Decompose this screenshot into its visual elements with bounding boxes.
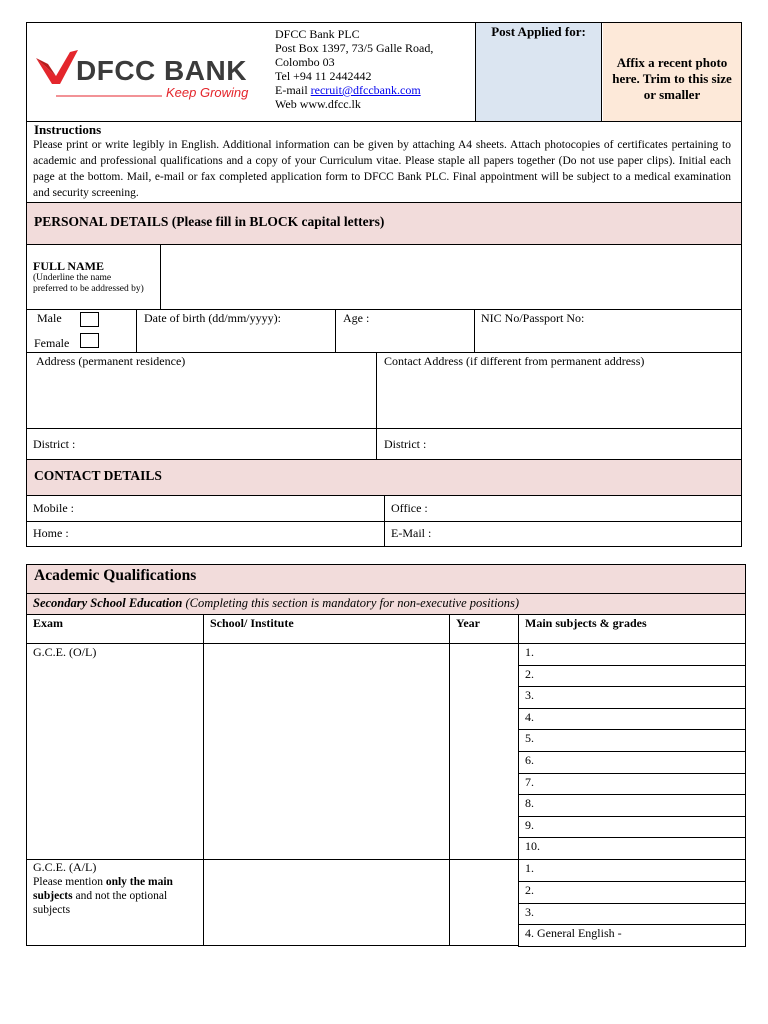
personal-details-header — [26, 202, 742, 245]
ol-subject-row[interactable] — [518, 665, 746, 688]
ol-subject-number: 5. — [525, 731, 534, 746]
contact-address-field[interactable] — [376, 352, 742, 429]
photo-instructions: Affix a recent photo here. Trim to this size or smaller — [612, 55, 732, 102]
office-field[interactable] — [384, 495, 742, 522]
permanent-address-label: Address (permanent residence) — [36, 354, 186, 368]
col-header-school — [203, 614, 450, 644]
brand-name: DFCC BANK — [76, 55, 247, 86]
ol-subject-number: 4. — [525, 709, 534, 724]
instructions-box — [26, 121, 742, 203]
secondary-school-header — [26, 593, 746, 615]
age-field[interactable] — [335, 309, 475, 353]
district-field-2[interactable] — [376, 428, 742, 460]
brand-tagline: Keep Growing — [166, 85, 249, 100]
gender-cell — [26, 309, 137, 353]
ol-subject-row[interactable] — [518, 729, 746, 752]
al-subject-number: 2. — [525, 882, 534, 897]
al-subject-number: 1. — [525, 861, 534, 875]
female-label: Female — [34, 336, 70, 350]
al-note-b: only the main subjects — [33, 876, 173, 902]
ol-subject-row[interactable] — [518, 773, 746, 796]
ol-subject-row[interactable] — [518, 643, 746, 666]
home-label: Home : — [33, 526, 69, 540]
ol-subject-number: 7. — [525, 774, 534, 789]
ol-exam-cell — [26, 643, 204, 860]
full-name-label: FULL NAME — [33, 259, 105, 273]
full-name-note-1: (Underline the name — [33, 273, 112, 283]
contact-details-heading: CONTACT DETAILS — [34, 468, 162, 483]
district-label-1: District : — [33, 437, 76, 451]
ol-subject-number: 6. — [525, 753, 534, 767]
telephone: Tel +94 11 2442442 — [275, 69, 372, 83]
col-header-exam — [26, 614, 204, 644]
ol-subject-number: 9. — [525, 817, 534, 832]
ol-subject-row[interactable] — [518, 816, 746, 839]
contact-details-header — [26, 459, 742, 496]
age-label: Age : — [343, 311, 370, 325]
al-subject-row[interactable] — [518, 881, 746, 904]
al-label: G.C.E. (A/L) — [33, 860, 97, 874]
dob-field[interactable] — [136, 309, 336, 353]
email-line — [275, 83, 471, 97]
company-name: DFCC Bank PLC — [275, 27, 360, 41]
male-label: Male — [37, 311, 62, 325]
academic-header — [26, 564, 746, 594]
full-name-input[interactable] — [160, 244, 742, 310]
address-line-1: Post Box 1397, 73/5 Galle Road, — [275, 41, 434, 55]
al-year-input[interactable] — [449, 859, 519, 946]
al-subject-row[interactable] — [518, 924, 746, 947]
mobile-label: Mobile : — [33, 501, 74, 515]
district-field-1[interactable] — [26, 428, 377, 460]
al-subject-number: 3. — [525, 904, 534, 919]
al-note-c: and not the optional subjects — [33, 890, 168, 916]
instructions-body: Please print or write legibly in English. Additional information can be given by attaching A4 sheets. Attach photocopies of certificates pertaining to academic and professional qualifications and a copy of your Curriculum vitae. Please staple all papers together (Do not use paper clips). Initial each page at the bottom. Mail, e-mail or fax completed application form to DFCC Bank PLC. Final appointment will be subject to a medical examination and security screening. — [33, 139, 731, 199]
col-header-year — [449, 614, 519, 644]
photo-box — [603, 23, 741, 121]
al-exam-cell — [26, 859, 204, 946]
al-subject-row[interactable] — [518, 903, 746, 926]
company-address-block — [275, 27, 471, 111]
ol-subject-row[interactable] — [518, 837, 746, 860]
academic-heading: Academic Qualifications — [34, 567, 197, 584]
col-exam-label: Exam — [33, 616, 63, 630]
col-header-subjects — [518, 614, 746, 644]
personal-details-heading: PERSONAL DETAILS (Please fill in BLOCK capital letters) — [34, 214, 385, 229]
mobile-field[interactable] — [26, 495, 385, 522]
al-subject-number: 4. General English - — [525, 926, 622, 941]
address-line-2: Colombo 03 — [275, 55, 335, 69]
ol-subject-number: 8. — [525, 796, 534, 811]
full-name-note-2: preferred to be addressed by) — [33, 284, 144, 294]
permanent-address-field[interactable] — [26, 352, 377, 429]
secondary-school-label: Secondary School Education — [33, 596, 183, 610]
nic-label: NIC No/Passport No: — [481, 311, 585, 325]
email-label: E-mail — [275, 83, 311, 97]
ol-subject-row[interactable] — [518, 794, 746, 817]
email-field-label: E-Mail : — [391, 526, 432, 540]
district-label-2: District : — [384, 437, 427, 451]
secondary-school-note: (Completing this section is mandatory for non-executive positions) — [182, 596, 520, 610]
ol-subject-row[interactable] — [518, 686, 746, 709]
al-school-input[interactable] — [203, 859, 450, 946]
office-label: Office : — [391, 501, 428, 515]
email-link[interactable]: recruit@dfccbank.com — [310, 83, 421, 97]
ol-subject-number: 2. — [525, 666, 534, 681]
post-applied-field[interactable] — [475, 23, 602, 121]
email-field[interactable] — [384, 521, 742, 547]
al-note — [33, 875, 193, 917]
al-note-a: Please mention — [33, 876, 106, 888]
ol-label: G.C.E. (O/L) — [33, 645, 97, 659]
ol-subject-row[interactable] — [518, 751, 746, 774]
secondary-school-title — [33, 596, 519, 611]
ol-subject-number: 10. — [525, 839, 540, 854]
instructions-title: Instructions — [34, 122, 102, 137]
ol-school-input[interactable] — [203, 643, 450, 860]
ol-year-input[interactable] — [449, 643, 519, 860]
home-field[interactable] — [26, 521, 385, 547]
website: Web www.dfcc.lk — [275, 97, 361, 111]
male-checkbox[interactable] — [80, 312, 99, 327]
female-checkbox[interactable] — [80, 333, 99, 348]
full-name-label-cell — [26, 244, 161, 310]
ol-subject-row[interactable] — [518, 708, 746, 731]
nic-field[interactable] — [474, 309, 742, 353]
col-year-label: Year — [456, 616, 480, 630]
ol-subject-number: 3. — [525, 688, 534, 703]
col-subjects-label: Main subjects & grades — [525, 616, 647, 630]
al-subject-row[interactable] — [518, 859, 746, 882]
dob-label: Date of birth (dd/mm/yyyy): — [144, 311, 281, 325]
contact-address-label: Contact Address (if different from permanent address) — [384, 354, 645, 368]
post-applied-label: Post Applied for: — [491, 24, 586, 39]
ol-subject-number: 1. — [525, 645, 534, 659]
col-school-label: School/ Institute — [210, 616, 294, 630]
